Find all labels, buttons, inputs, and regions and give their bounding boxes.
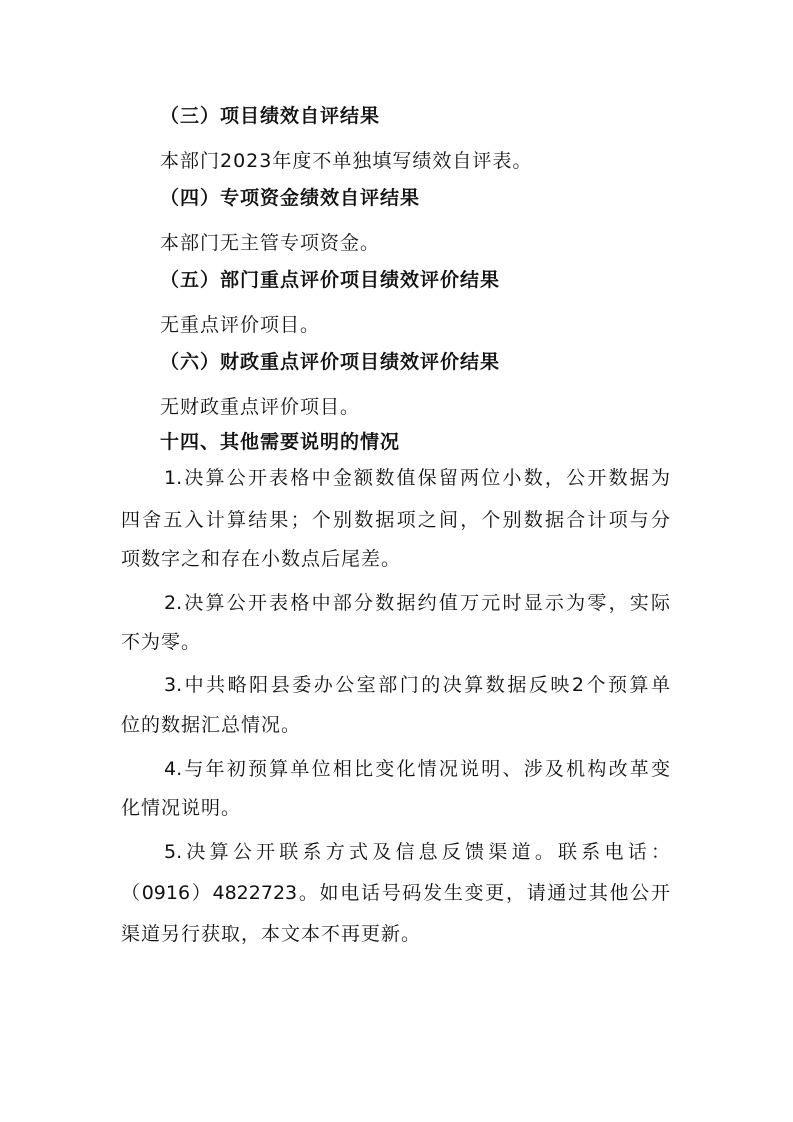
section-4-heading: （四）专项资金绩效自评结果 bbox=[160, 187, 421, 209]
section-14-title: 十四、其他需要说明的情况 bbox=[160, 431, 401, 453]
section-5-body: 无重点评价项目。 bbox=[160, 314, 321, 336]
note-1-line-2: 四舍五入计算结果；个别数据项之间，个别数据合计项与分 bbox=[121, 509, 670, 531]
note-2-line-2: 不为零。 bbox=[121, 631, 202, 653]
section-3-heading: （三）项目绩效自评结果 bbox=[160, 105, 381, 127]
note-4-line-2: 化情况说明。 bbox=[121, 797, 242, 819]
note-2-line-1: 2.决算公开表格中部分数据约值万元时显示为零，实际 bbox=[164, 592, 670, 614]
section-6-body: 无财政重点评价项目。 bbox=[160, 396, 361, 418]
note-3-line-1: 3.中共略阳县委办公室部门的决算数据反映2个预算单 bbox=[164, 674, 670, 696]
note-5-line-1: 5.决算公开联系方式及信息反馈渠道。联系电话： bbox=[164, 841, 670, 863]
note-1-line-3: 项数字之和存在小数点后尾差。 bbox=[121, 548, 402, 570]
section-5-heading: （五）部门重点评价项目绩效评价结果 bbox=[160, 269, 501, 291]
note-5-line-2: （0916）4822723。如电话号码发生变更，请通过其他公开 bbox=[121, 882, 670, 904]
note-3-line-2: 位的数据汇总情况。 bbox=[121, 714, 302, 736]
note-1-line-1: 1.决算公开表格中金额数值保留两位小数，公开数据为 bbox=[164, 467, 670, 489]
section-3-body: 本部门2023年度不单独填写绩效自评表。 bbox=[160, 150, 533, 172]
section-4-body: 本部门无主管专项资金。 bbox=[160, 232, 381, 254]
section-6-heading: （六）财政重点评价项目绩效评价结果 bbox=[160, 351, 501, 373]
note-5-line-3: 渠道另行获取，本文本不再更新。 bbox=[121, 923, 422, 945]
note-4-line-1: 4.与年初预算单位相比变化情况说明、涉及机构改革变 bbox=[164, 758, 670, 780]
